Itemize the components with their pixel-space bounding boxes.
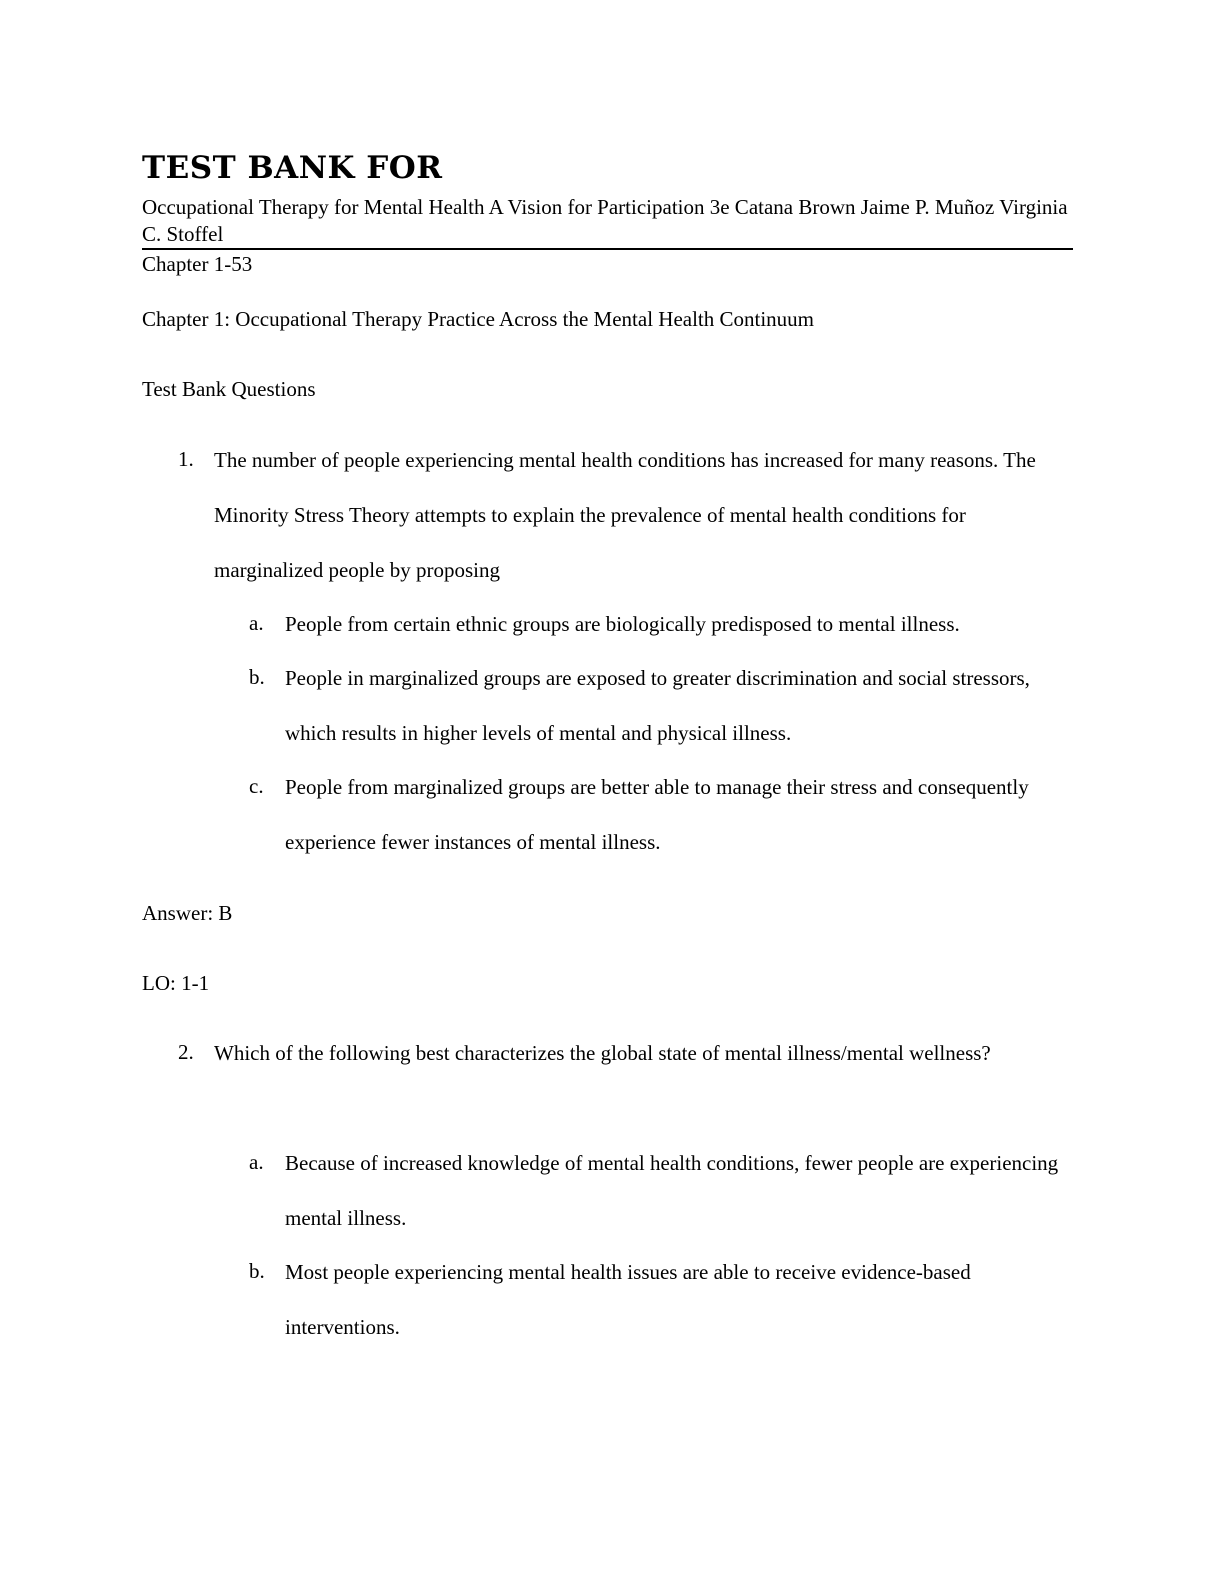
option-letter: c. xyxy=(249,774,264,798)
chapter-title: Chapter 1: Occupational Therapy Practice Across the Mental Health Continuum xyxy=(142,307,815,331)
question-text: The number of people experiencing mental health conditions has increased for many reasons. The Minority Stress Theory attempts to explain the prevalence of mental health conditions for marginalized people by proposing xyxy=(214,448,1036,582)
option-text: People from certain ethnic groups are biologically predisposed to mental illness. xyxy=(285,612,960,636)
option-letter: a. xyxy=(249,1150,264,1174)
title-divider xyxy=(142,248,1073,250)
question-number: 1. xyxy=(178,447,194,471)
chapter-range: Chapter 1-53 xyxy=(142,252,253,276)
question-text: Which of the following best characterizes the global state of mental illness/mental wellness? xyxy=(214,1041,991,1065)
option-letter: a. xyxy=(249,611,264,635)
option-letter: b. xyxy=(249,665,265,689)
option-letter: b. xyxy=(249,1259,265,1283)
question-1-lo: LO: 1-1 xyxy=(142,971,210,995)
question-number: 2. xyxy=(178,1040,194,1064)
question-1-answer: Answer: B xyxy=(142,901,233,925)
book-title: Occupational Therapy for Mental Health A Vision for Participation 3e Catana Brown Jaime P. Muñoz Virginia C. Stoffel xyxy=(142,195,1068,246)
option-text: Because of increased knowledge of mental health conditions, fewer people are experiencing mental illness. xyxy=(285,1151,1059,1230)
option-text: People in marginalized groups are exposed to greater discrimination and social stressors, which results in higher levels of mental and physical illness. xyxy=(285,666,1030,745)
document-heading: TEST BANK FOR xyxy=(142,150,443,186)
option-text: People from marginalized groups are better able to manage their stress and consequently experience fewer instances of mental illness. xyxy=(285,775,1029,854)
section-label: Test Bank Questions xyxy=(142,377,316,401)
option-text: Most people experiencing mental health issues are able to receive evidence-based interventions. xyxy=(285,1260,971,1339)
